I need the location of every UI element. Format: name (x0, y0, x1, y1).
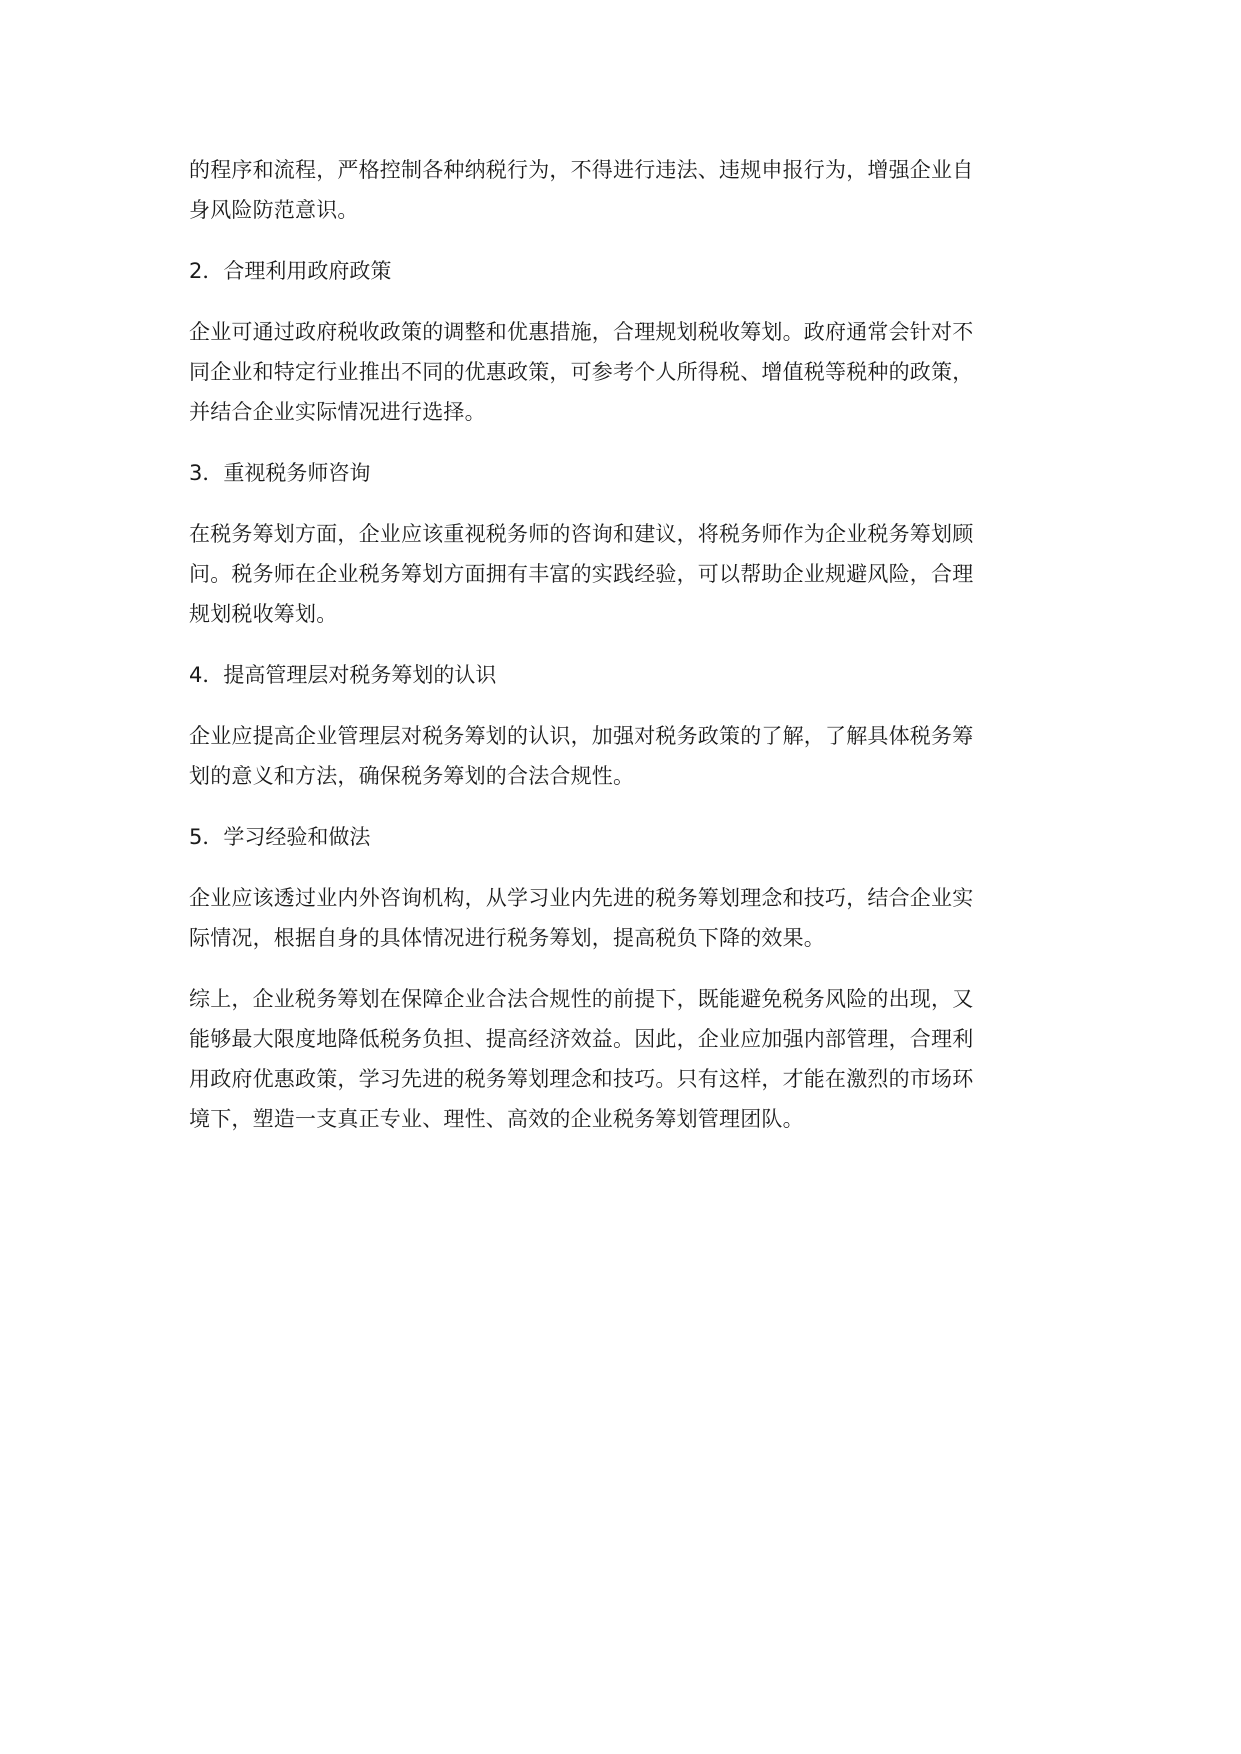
paragraph-section-2 (189, 312, 1051, 432)
text-line: 企业可通过政府税收政策的调整和优惠措施，合理规划税收筹划。政府通常会针对不 (189, 320, 974, 344)
text-line: 划的意义和方法，确保税务筹划的合法合规性。 (189, 764, 635, 788)
paragraph-intro-continuation (189, 150, 1051, 230)
text-line: 企业应该透过业内外咨询机构，从学习业内先进的税务筹划理念和技巧，结合企业实 (189, 886, 974, 910)
text-line: 综上，企业税务筹划在保障企业合法合规性的前提下，既能避免税务风险的出现，又 (189, 987, 974, 1011)
text-line: 规划税收筹划。 (189, 602, 338, 626)
paragraph-conclusion (189, 979, 1051, 1139)
paragraph-section-5 (189, 878, 1051, 958)
text-line: 身风险防范意识。 (189, 198, 359, 222)
text-line: 能够最大限度地降低税务负担、提高经济效益。因此，企业应加强内部管理，合理利 (189, 1027, 974, 1051)
text-line: 企业应提高企业管理层对税务筹划的认识，加强对税务政策的了解，了解具体税务筹 (189, 724, 974, 748)
text-line: 在税务筹划方面，企业应该重视税务师的咨询和建议，将税务师作为企业税务筹划顾 (189, 522, 974, 546)
text-line: 并结合企业实际情况进行选择。 (189, 400, 486, 424)
text-line: 同企业和特定行业推出不同的优惠政策，可参考个人所得税、增值税等税种的政策， (189, 360, 974, 384)
text-line: 用政府优惠政策，学习先进的税务筹划理念和技巧。只有这样，才能在激烈的市场环 (189, 1067, 974, 1091)
text-line: 际情况，根据自身的具体情况进行税务筹划，提高税负下降的效果。 (189, 926, 825, 950)
text-line: 境下，塑造一支真正专业、理性、高效的企业税务筹划管理团队。 (189, 1107, 804, 1131)
text-line: 的程序和流程，严格控制各种纳税行为，不得进行违法、违规申报行为，增强企业自 (189, 158, 974, 182)
section-heading-4: 4．提高管理层对税务筹划的认识 (189, 663, 497, 687)
section-heading-2: 2．合理利用政府政策 (189, 259, 392, 283)
paragraph-section-3 (189, 514, 1051, 634)
paragraph-section-4 (189, 716, 1051, 796)
text-line: 问。税务师在企业税务筹划方面拥有丰富的实践经验，可以帮助企业规避风险，合理 (189, 562, 974, 586)
document-page (189, 150, 1051, 1160)
section-heading-3: 3．重视税务师咨询 (189, 461, 371, 485)
section-heading-5: 5．学习经验和做法 (189, 825, 371, 849)
